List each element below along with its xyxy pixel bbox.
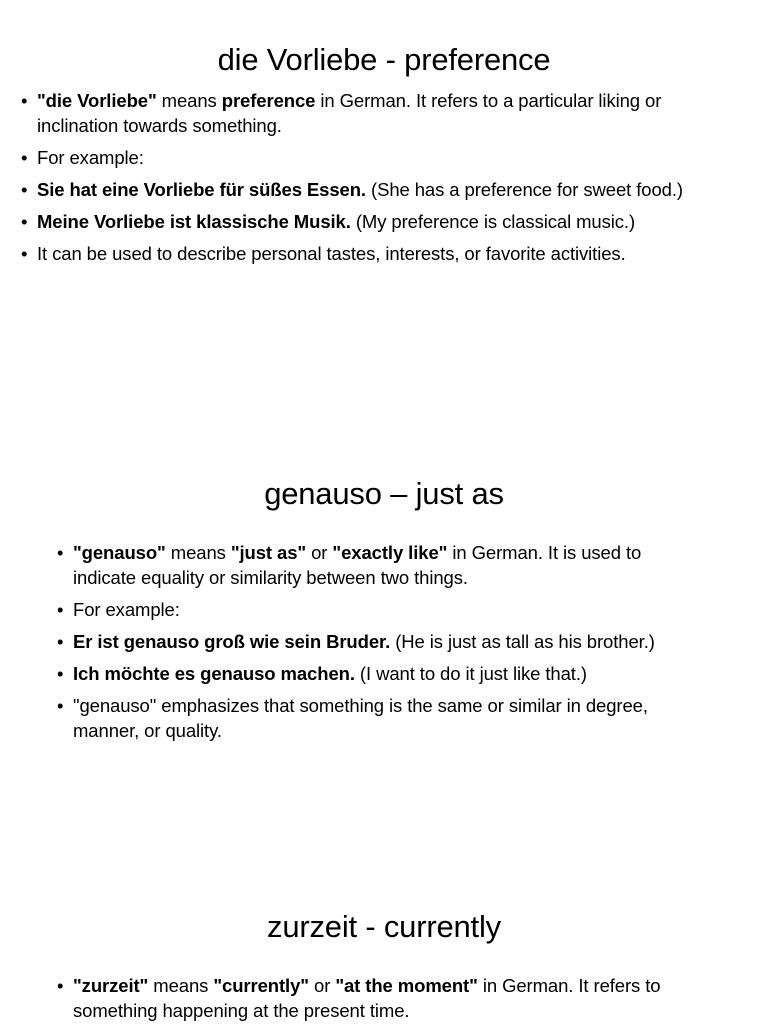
text-run: For example: (73, 599, 180, 620)
bold-text: "genauso" (73, 542, 166, 563)
text-run: in German. It refers to a particular liking or inclination towards something. (37, 90, 662, 136)
text-run: means (165, 542, 231, 563)
text-run: (She has a preference for sweet food.) (365, 179, 683, 200)
text-run: For example: (37, 147, 144, 168)
bullet-item (21, 209, 746, 234)
bold-text: Er ist genauso groß wie sein Bruder. (73, 631, 391, 652)
bullet-list (21, 88, 746, 266)
bullet-item (57, 693, 707, 743)
text-run: or (308, 975, 336, 996)
bullet-item (57, 597, 707, 622)
bullet-item (57, 629, 707, 654)
bold-text: Sie hat eine Vorliebe für süßes Essen. (37, 179, 366, 200)
slide-title: genauso – just as (264, 476, 504, 511)
bullet-item (57, 540, 707, 590)
text-run: (He is just as tall as his brother.) (390, 631, 655, 652)
text-run: "genauso" emphasizes that something is the same or similar in degree, manner, or quality. (73, 695, 648, 741)
bold-text: "zurzeit" (73, 975, 149, 996)
slide-title: die Vorliebe - preference (217, 42, 551, 77)
bullet-list (57, 973, 707, 1023)
text-run: in German. It refers to something happening at the present time. (73, 975, 661, 1021)
bullet-item (21, 88, 746, 138)
slide-vorliebe (0, 42, 768, 273)
bullet-item (57, 661, 707, 686)
bold-text: "die Vorliebe" (37, 90, 157, 111)
bullet-item (57, 973, 707, 1023)
bullet-item (21, 177, 746, 202)
text-run: It can be used to describe personal tastes, interests, or favorite activities. (37, 243, 626, 264)
text-run: (I want to do it just like that.) (354, 663, 587, 684)
slide-genauso (0, 476, 768, 750)
bullet-list (57, 540, 707, 743)
text-run: means (148, 975, 214, 996)
bold-text: Ich möchte es genauso machen. (73, 663, 355, 684)
text-run: or (306, 542, 333, 563)
bold-text: preference (221, 90, 316, 111)
bold-text: "at the moment" (335, 975, 478, 996)
bullet-item (21, 145, 746, 170)
bold-text: "just as" (230, 542, 307, 563)
text-run: in German. It is used to indicate equality or similarity between two things. (73, 542, 642, 588)
bold-text: "exactly like" (332, 542, 448, 563)
bullet-item (21, 241, 746, 266)
bold-text: "currently" (213, 975, 309, 996)
text-run: means (156, 90, 222, 111)
slide-zurzeit (0, 909, 768, 1030)
text-run: (My preference is classical music.) (350, 211, 636, 232)
bold-text: Meine Vorliebe ist klassische Musik. (37, 211, 351, 232)
slide-title: zurzeit - currently (267, 909, 501, 944)
